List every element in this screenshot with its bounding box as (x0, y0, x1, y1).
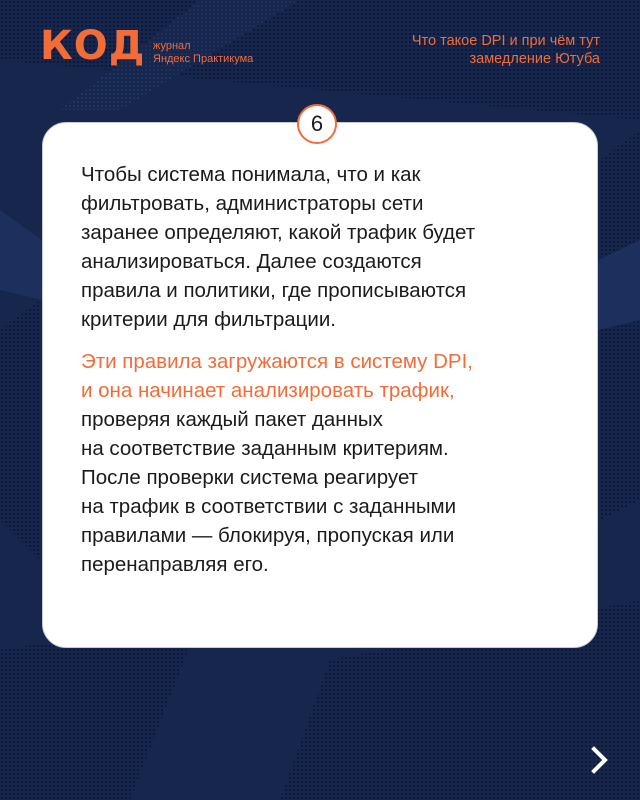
chevron-right-icon[interactable] (588, 744, 612, 776)
text-line: перенаправляя его. (81, 553, 269, 576)
paragraph-intro (81, 160, 581, 334)
topic-line: замедление Ютуба (469, 51, 600, 67)
text-line: фильтровать, администраторы сети (81, 192, 424, 215)
topic-line: Что такое DPI и при чём тут (411, 33, 600, 49)
brand-subtitle (153, 40, 253, 66)
text-line: правила и политики, где прописываются (81, 279, 467, 302)
article-topic (340, 32, 600, 68)
text-line: на трафик в соответствии с заданными (81, 495, 457, 518)
text-line: Чтобы система понимала, что и как (81, 163, 421, 186)
brand-logo: КОД (40, 23, 146, 69)
text-line: критерии для фильтрации. (81, 308, 336, 331)
text-line: анализироваться. Далее создаются (81, 250, 422, 273)
paragraph-dpi (81, 347, 581, 579)
highlight-line: и она начинает анализировать трафик, (81, 379, 455, 402)
text-line: проверяя каждый пакет данных (81, 408, 383, 431)
text-line: на соответствие заданным критериям. (81, 437, 449, 460)
brand-subtitle-line: Яндекс Практикума (153, 53, 254, 65)
slide-number-badge: 6 (297, 104, 337, 144)
highlight-line: Эти правила загружаются в систему DPI, (81, 350, 473, 373)
card-text (81, 160, 581, 579)
header (0, 0, 640, 90)
brand-subtitle-line: журнал (153, 40, 191, 52)
text-line: правилами — блокируя, пропуская или (81, 524, 455, 547)
text-line: заранее определяют, какой трафик будет (81, 221, 476, 244)
text-line: После проверки система реагирует (81, 466, 419, 489)
